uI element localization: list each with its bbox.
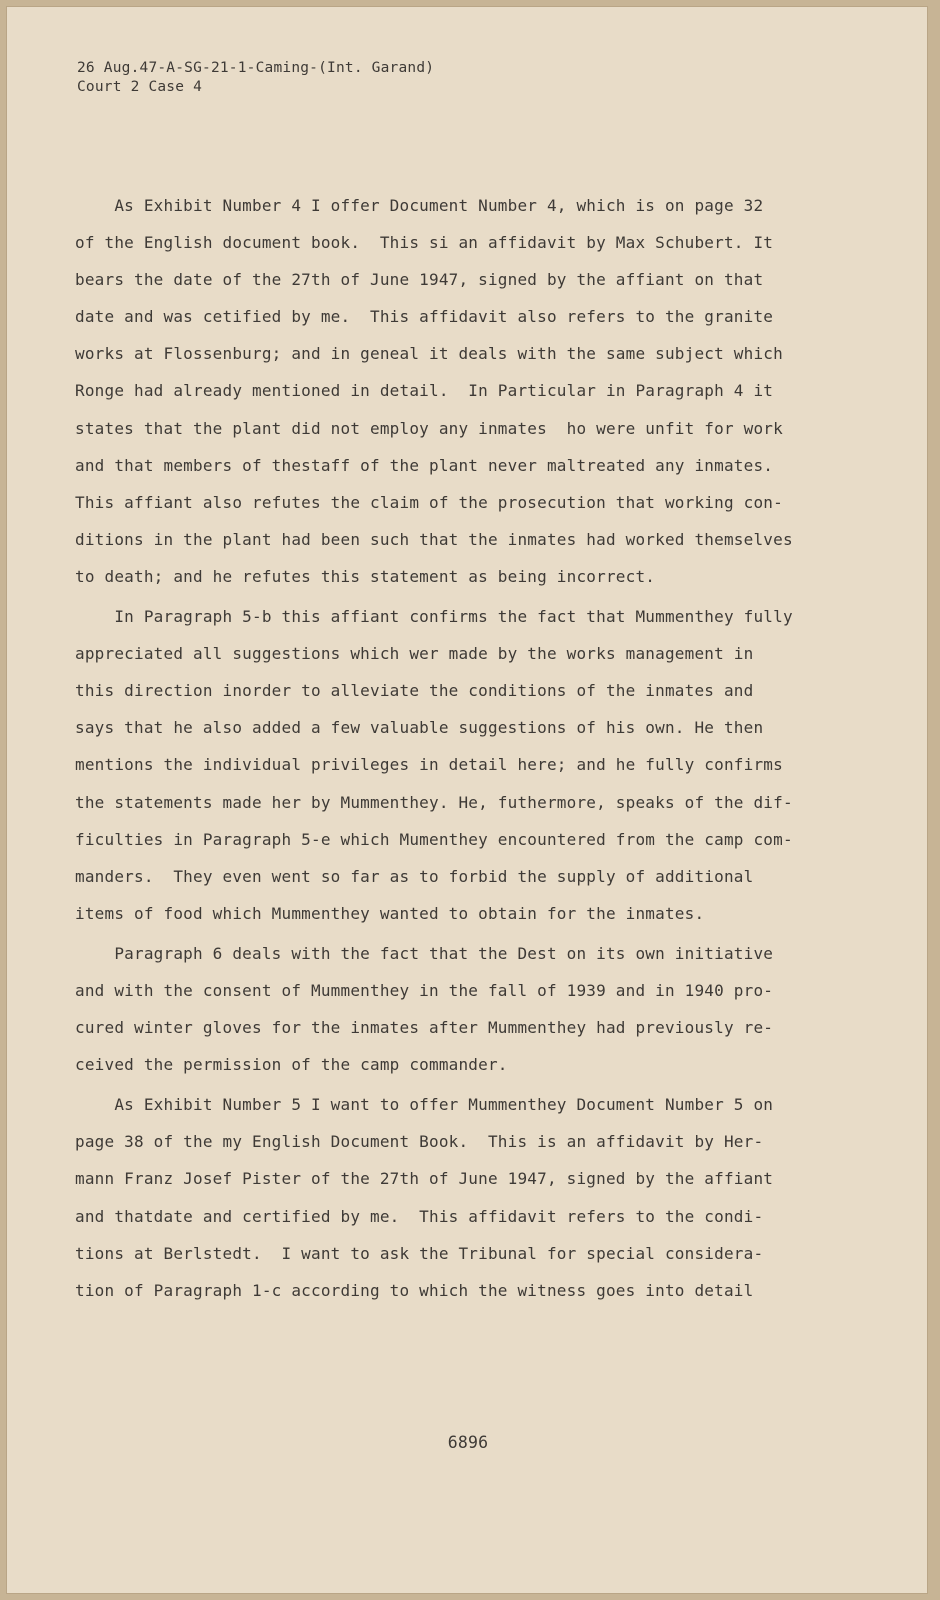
text-line: As Exhibit Number 5 I want to offer Mummenthey Document Number 5 on <box>75 1095 774 1115</box>
document-header <box>77 59 434 97</box>
text-line: date and was cetified by me. This affidavit also refers to the granite <box>75 307 774 327</box>
text-line: Ronge had already mentioned in detail. In Particular in Paragraph 4 it <box>75 381 774 401</box>
text-line: the statements made her by Mummenthey. He, futhermore, speaks of the dif- <box>75 792 793 812</box>
text-line: of the English document book. This si an affidavit by Max Schubert. It <box>75 233 774 253</box>
text-line: appreciated all suggestions which wer made by the works management in <box>75 644 754 664</box>
text-line: page 38 of the my English Document Book. This is an affidavit by Her- <box>75 1132 764 1152</box>
text-line: This affiant also refutes the claim of the prosecution that working con- <box>75 492 783 512</box>
text-line: bears the date of the 27th of June 1947, signed by the affiant on that <box>75 270 764 290</box>
header-court-case-line: Court 2 Case 4 <box>77 79 203 95</box>
page-number: 6896 <box>447 1433 489 1452</box>
text-line: this direction inorder to alleviate the conditions of the inmates and <box>75 681 754 701</box>
document-page <box>6 6 928 1594</box>
text-line: Paragraph 6 deals with the fact that the Dest on its own initiative <box>75 943 774 963</box>
text-line: cured winter gloves for the inmates after Mummenthey had previously re- <box>75 1018 774 1038</box>
text-line: mann Franz Josef Pister of the 27th of June 1947, signed by the affiant <box>75 1169 774 1189</box>
text-line: tions at Berlstedt. I want to ask the Tribunal for special considera- <box>75 1243 764 1263</box>
text-line: and that members of thestaff of the plant never maltreated any inmates. <box>75 455 774 475</box>
text-line: states that the plant did not employ any inmates ho were unfit for work <box>75 418 783 438</box>
text-line: ditions in the plant had been such that the inmates had worked themselves <box>75 529 793 549</box>
text-line: says that he also added a few valuable suggestions of his own. He then <box>75 718 764 738</box>
text-line: manders. They even went so far as to forbid the supply of additional <box>75 866 754 886</box>
header-reference-line: 26 Aug.47-A-SG-21-1-Caming-(Int. Garand) <box>77 60 435 76</box>
text-line: tion of Paragraph 1-c according to which the witness goes into detail <box>75 1280 754 1300</box>
paragraph-exhibit-5 <box>75 1086 865 1309</box>
text-line: ceived the permission of the camp commander. <box>75 1055 508 1075</box>
paragraph-exhibit-4 <box>75 187 865 595</box>
text-line: and thatdate and certified by me. This affidavit refers to the condi- <box>75 1206 764 1226</box>
text-line: As Exhibit Number 4 I offer Document Number 4, which is on page 32 <box>75 196 764 215</box>
text-line: In Paragraph 5-b this affiant confirms the fact that Mummenthey fully <box>75 607 793 627</box>
paragraph-6 <box>75 935 865 1083</box>
paragraph-5b <box>75 598 865 932</box>
text-line: to death; and he refutes this statement as being incorrect. <box>75 566 656 586</box>
text-line: mentions the individual privileges in detail here; and he fully confirms <box>75 755 783 775</box>
text-line: items of food which Mummenthey wanted to obtain for the inmates. <box>75 903 705 923</box>
document-body <box>75 187 865 1309</box>
text-line: works at Flossenburg; and in geneal it deals with the same subject which <box>75 344 783 364</box>
text-line: ficulties in Paragraph 5-e which Mumenthey encountered from the camp com- <box>75 829 793 849</box>
text-line: and with the consent of Mummenthey in the fall of 1939 and in 1940 pro- <box>75 980 774 1000</box>
